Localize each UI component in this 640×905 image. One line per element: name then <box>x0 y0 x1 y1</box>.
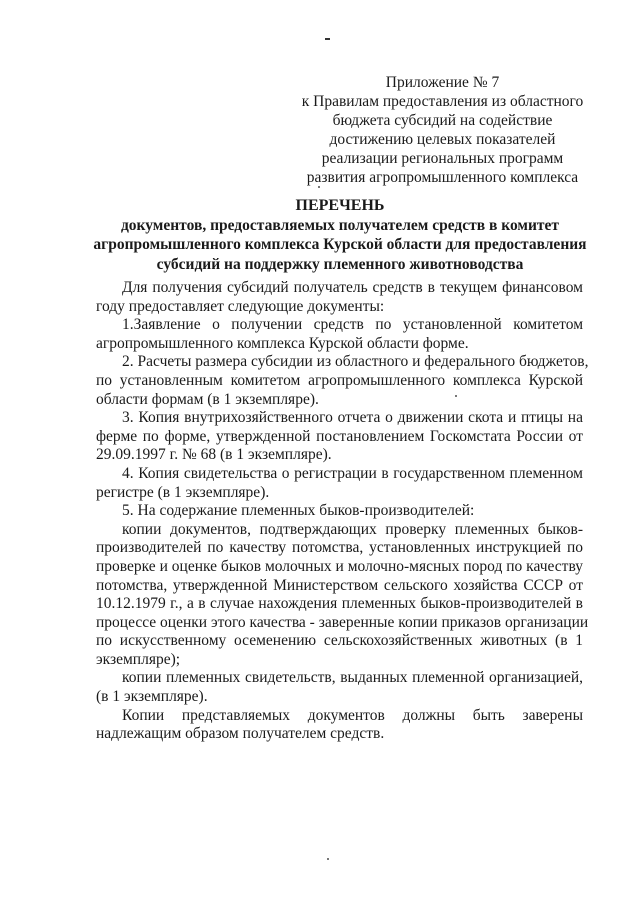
body-line: по установленным комитетом агропромышленного комплекса Курской <box>96 371 583 389</box>
title-line: субсидий на поддержку племенного животноводства <box>156 255 524 273</box>
title-main: ПЕРЕЧЕНЬ <box>295 197 385 214</box>
body-line: регистре (в 1 экземпляре). <box>96 483 270 501</box>
body-line: 5. На содержание племенных быков-производителей: <box>122 502 475 520</box>
body-line: 29.09.1997 г. № 68 (в 1 экземпляре). <box>96 446 332 464</box>
body-line: 3. Копия внутрихозяйственного отчета о движении скота и птицы на <box>122 409 583 427</box>
body-line: по искусственному осеменению сельскохозяйственных животных (в 1 <box>96 632 583 650</box>
annex-line: реализации региональных программ <box>321 150 564 167</box>
body-line: копии документов, подтверждающих проверку племенных быков- <box>122 520 583 538</box>
body-line: производителей по качеству потомства, установленных инструкцией по <box>96 539 583 557</box>
body-line: ферме по форме, утвержденной постановлением Госкомстата России от <box>96 427 583 445</box>
annex-line: развития агропромышленного комплекса <box>306 169 579 186</box>
body-line: (в 1 экземпляре). <box>96 688 208 706</box>
body-line: 1.Заявление о получении средств по установленной комитетом <box>122 316 583 334</box>
scan-speck <box>455 395 457 397</box>
body-line: году предоставляет следующие документы: <box>96 297 385 315</box>
body-line: области формам (в 1 экземпляре). <box>96 390 319 408</box>
scan-speck <box>318 186 320 188</box>
title-line: агропромышленного комплекса Курской области для предоставления <box>93 236 587 253</box>
document-body <box>96 279 589 744</box>
body-line: надлежащим образом получателем средств. <box>96 725 385 743</box>
scan-speck <box>327 858 329 860</box>
body-line: процессе оценки этого качества - заверенные копии приказов организации <box>96 613 589 631</box>
document-title <box>60 196 620 274</box>
annex-header <box>300 73 585 187</box>
body-line: Для получения субсидий получатель средств в текущем финансовом <box>122 279 583 296</box>
body-line: экземпляре); <box>96 650 181 668</box>
body-line: копии племенных свидетельств, выданных племенной организацией, <box>122 669 583 687</box>
body-line: Копии представляемых документов должны быть заверены <box>122 706 583 724</box>
body-line: проверке и оценке быков молочных и молочно-мясных пород по качеству <box>96 557 583 575</box>
body-line: 10.12.1979 г., а в случае нахождения племенных быков-производителей в <box>96 595 583 613</box>
body-line: 4. Копия свидетельства о регистрации в государственном племенном <box>122 464 583 482</box>
body-line: агропромышленного комплекса Курской области форме. <box>96 334 469 352</box>
scan-mark <box>325 38 330 40</box>
annex-line: к Правилам предоставления из областного <box>301 93 584 110</box>
title-line: документов, предоставляемых получателем средств в комитет <box>120 216 560 234</box>
body-line: потомства, утвержденной Министерством сельского хозяйства СССР от <box>96 576 583 594</box>
annex-line: бюджета субсидий на содействие <box>332 112 553 129</box>
body-line: 2. Расчеты размера субсидии из областного и федерального бюджетов, <box>122 353 589 371</box>
annex-line: Приложение № 7 <box>385 74 500 91</box>
annex-line: достижению целевых показателей <box>329 131 556 148</box>
